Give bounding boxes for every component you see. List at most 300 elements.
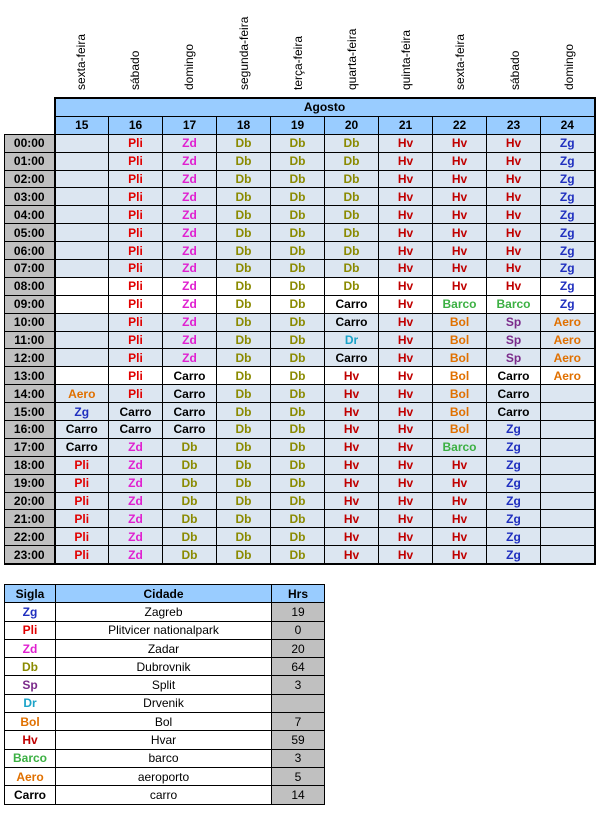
hour-row <box>5 260 595 278</box>
schedule-cell: Db <box>271 438 325 456</box>
schedule-cell: Db <box>217 224 271 242</box>
schedule-cell: Pli <box>55 510 109 528</box>
schedule-cell: Db <box>217 438 271 456</box>
legend-hrs: 20 <box>272 639 325 657</box>
hour-row <box>5 367 595 385</box>
schedule-cell: Bol <box>433 349 487 367</box>
legend-cidade: Hvar <box>56 731 272 749</box>
weekday-label <box>542 0 596 96</box>
schedule-cell: Bol <box>433 421 487 439</box>
legend-sigla: Db <box>5 658 56 676</box>
hour-row <box>5 349 595 367</box>
legend-sigla: Barco <box>5 749 56 767</box>
day-number: 21 <box>379 116 433 134</box>
schedule-cell: Zd <box>109 492 163 510</box>
schedule-cell: Pli <box>109 224 163 242</box>
schedule-cell <box>541 474 595 492</box>
schedule-cell: Db <box>325 224 379 242</box>
schedule-cell: Hv <box>325 546 379 564</box>
legend-header-sigla: Sigla <box>5 585 56 603</box>
schedule-cell: Hv <box>379 421 433 439</box>
schedule-cell: Hv <box>487 188 541 206</box>
schedule-cell: Sp <box>487 349 541 367</box>
schedule-cell: Carro <box>325 349 379 367</box>
legend-hrs: 3 <box>272 676 325 694</box>
schedule-cell: Zd <box>109 546 163 564</box>
legend-cidade: Dubrovnik <box>56 658 272 676</box>
schedule-cell: Db <box>325 170 379 188</box>
schedule-cell: Hv <box>487 206 541 224</box>
weekday-label <box>433 0 487 96</box>
legend-table <box>4 584 325 805</box>
weekday-text: sábado <box>507 50 522 90</box>
schedule-cell: Carro <box>55 438 109 456</box>
legend-cidade: Zadar <box>56 639 272 657</box>
legend-hrs: 19 <box>272 603 325 621</box>
hour-row <box>5 474 595 492</box>
weekday-text: quinta-feira <box>399 29 414 90</box>
schedule-cell: Bol <box>433 313 487 331</box>
schedule-cell: Bol <box>433 331 487 349</box>
legend-sigla: Zg <box>5 603 56 621</box>
hour-label: 06:00 <box>5 242 55 260</box>
hour-label: 20:00 <box>5 492 55 510</box>
legend-cidade: Zagreb <box>56 603 272 621</box>
legend-row <box>5 786 325 804</box>
weekday-label <box>108 0 162 96</box>
schedule-cell: Pli <box>55 528 109 546</box>
schedule-cell: Db <box>163 528 217 546</box>
schedule-cell: Hv <box>433 188 487 206</box>
day-number: 18 <box>217 116 271 134</box>
schedule-cell: Carro <box>109 403 163 421</box>
schedule-cell <box>55 295 109 313</box>
schedule-cell: Zd <box>163 224 217 242</box>
schedule-cell: Db <box>163 456 217 474</box>
schedule-cell: Aero <box>541 349 595 367</box>
hour-row <box>5 224 595 242</box>
weekday-text: sexta-feira <box>74 33 88 90</box>
schedule-cell: Db <box>217 474 271 492</box>
schedule-cell: Pli <box>109 206 163 224</box>
schedule-cell: Zg <box>541 224 595 242</box>
day-number: 15 <box>55 116 109 134</box>
schedule-cell: Db <box>271 385 325 403</box>
schedule-cell: Db <box>325 134 379 152</box>
legend-hrs: 64 <box>272 658 325 676</box>
schedule-cell: Db <box>271 403 325 421</box>
schedule-cell <box>541 510 595 528</box>
weekday-label <box>379 0 433 96</box>
weekday-text: quarta-feira <box>345 28 359 90</box>
hour-label: 07:00 <box>5 260 55 278</box>
hour-row <box>5 456 595 474</box>
schedule-cell <box>541 438 595 456</box>
schedule-cell: Db <box>271 528 325 546</box>
hour-label: 11:00 <box>5 331 55 349</box>
schedule-cell: Db <box>271 152 325 170</box>
legend-row <box>5 676 325 694</box>
hour-row <box>5 528 595 546</box>
schedule-cell: Db <box>271 331 325 349</box>
schedule-cell: Zd <box>109 528 163 546</box>
schedule-cell: Zd <box>163 188 217 206</box>
hour-label: 14:00 <box>5 385 55 403</box>
hour-row <box>5 331 595 349</box>
schedule-cell: Zd <box>109 474 163 492</box>
schedule-cell: Pli <box>109 242 163 260</box>
legend-hrs: 14 <box>272 786 325 804</box>
schedule-cell <box>541 403 595 421</box>
schedule-cell: Zg <box>487 421 541 439</box>
hour-row <box>5 313 595 331</box>
schedule-cell: Db <box>217 385 271 403</box>
schedule-cell: Hv <box>379 313 433 331</box>
schedule-cell <box>541 456 595 474</box>
schedule-cell: Pli <box>109 170 163 188</box>
schedule-cell: Db <box>163 510 217 528</box>
schedule-cell: Hv <box>379 170 433 188</box>
schedule-cell: Db <box>217 403 271 421</box>
schedule-cell <box>55 313 109 331</box>
schedule-cell: Db <box>217 349 271 367</box>
legend-row <box>5 749 325 767</box>
legend-hrs: 7 <box>272 713 325 731</box>
schedule-cell: Pli <box>55 546 109 564</box>
schedule-cell: Zg <box>541 170 595 188</box>
day-number: 16 <box>109 116 163 134</box>
schedule-cell: Hv <box>433 277 487 295</box>
schedule-cell: Db <box>217 188 271 206</box>
schedule-cell: Zd <box>163 349 217 367</box>
hour-label: 22:00 <box>5 528 55 546</box>
schedule-cell: Db <box>217 313 271 331</box>
schedule-cell: Carro <box>163 385 217 403</box>
day-number: 20 <box>325 116 379 134</box>
schedule-cell <box>55 188 109 206</box>
schedule-cell: Db <box>217 295 271 313</box>
schedule-cell: Hv <box>433 260 487 278</box>
schedule-cell: Hv <box>433 510 487 528</box>
schedule-cell: Db <box>325 206 379 224</box>
schedule-cell: Zg <box>541 277 595 295</box>
schedule-cell: Db <box>271 349 325 367</box>
schedule-cell: Db <box>271 295 325 313</box>
schedule-cell: Zg <box>541 152 595 170</box>
legend-row <box>5 603 325 621</box>
schedule-cell: Zd <box>163 260 217 278</box>
legend-cidade: barco <box>56 749 272 767</box>
schedule-cell: Carro <box>109 421 163 439</box>
schedule-cell: Hv <box>433 546 487 564</box>
weekday-label <box>325 0 379 96</box>
schedule-cell: Pli <box>109 260 163 278</box>
schedule-cell: Pli <box>109 367 163 385</box>
hour-row <box>5 385 595 403</box>
hour-row <box>5 206 595 224</box>
schedule-table <box>4 97 596 565</box>
schedule-cell: Hv <box>379 152 433 170</box>
hour-label: 23:00 <box>5 546 55 564</box>
schedule-cell: Carro <box>163 403 217 421</box>
schedule-cell: Hv <box>379 474 433 492</box>
corner-blank <box>5 116 55 134</box>
schedule-cell: Zd <box>163 206 217 224</box>
schedule-cell: Aero <box>541 331 595 349</box>
schedule-cell: Zd <box>163 170 217 188</box>
day-number-row <box>5 116 595 134</box>
schedule-cell: Hv <box>433 242 487 260</box>
schedule-cell: Db <box>217 242 271 260</box>
schedule-cell <box>55 134 109 152</box>
schedule-cell: Zg <box>487 546 541 564</box>
schedule-cell: Zg <box>487 456 541 474</box>
hour-row <box>5 242 595 260</box>
day-number: 17 <box>163 116 217 134</box>
schedule-cell: Zg <box>541 260 595 278</box>
schedule-cell: Hv <box>379 528 433 546</box>
legend-row <box>5 658 325 676</box>
schedule-cell: Zg <box>487 492 541 510</box>
schedule-cell <box>55 367 109 385</box>
schedule-cell: Db <box>217 367 271 385</box>
schedule-cell: Carro <box>325 313 379 331</box>
schedule-cell: Hv <box>487 260 541 278</box>
schedule-cell: Carro <box>487 367 541 385</box>
schedule-cell: Hv <box>433 134 487 152</box>
schedule-cell: Hv <box>487 242 541 260</box>
hour-row <box>5 188 595 206</box>
legend-hrs: 59 <box>272 731 325 749</box>
schedule-cell: Zd <box>109 456 163 474</box>
schedule-cell: Hv <box>379 331 433 349</box>
weekday-text: sábado <box>128 50 143 90</box>
schedule-cell: Db <box>217 528 271 546</box>
legend-sigla: Sp <box>5 676 56 694</box>
schedule-cell: Hv <box>379 242 433 260</box>
schedule-cell <box>55 206 109 224</box>
schedule-cell: Db <box>271 456 325 474</box>
hour-label: 18:00 <box>5 456 55 474</box>
schedule-cell: Zg <box>487 510 541 528</box>
weekday-label <box>217 0 271 96</box>
legend-sigla: Zd <box>5 639 56 657</box>
schedule-cell: Pli <box>109 295 163 313</box>
schedule-cell <box>55 242 109 260</box>
schedule-cell: Bol <box>433 403 487 421</box>
schedule-cell: Pli <box>109 152 163 170</box>
schedule-cell <box>541 385 595 403</box>
schedule-cell: Hv <box>325 367 379 385</box>
schedule-cell: Db <box>163 474 217 492</box>
schedule-cell <box>55 277 109 295</box>
schedule-cell: Hv <box>379 134 433 152</box>
hour-label: 13:00 <box>5 367 55 385</box>
schedule-cell: Db <box>271 474 325 492</box>
schedule-cell <box>55 331 109 349</box>
schedule-cell: Db <box>325 152 379 170</box>
schedule-cell: Aero <box>55 385 109 403</box>
hour-row <box>5 170 595 188</box>
schedule-cell: Hv <box>433 528 487 546</box>
schedule-cell: Hv <box>487 170 541 188</box>
schedule-cell: Hv <box>325 421 379 439</box>
schedule-cell: Db <box>271 170 325 188</box>
weekday-header-row <box>54 0 596 96</box>
schedule-cell: Pli <box>109 385 163 403</box>
legend-row <box>5 694 325 712</box>
schedule-cell: Db <box>217 492 271 510</box>
schedule-cell: Zd <box>163 295 217 313</box>
schedule-cell: Bol <box>433 385 487 403</box>
month-header: Agosto <box>55 98 595 116</box>
schedule-cell <box>541 492 595 510</box>
schedule-cell: Hv <box>433 224 487 242</box>
schedule-cell: Db <box>271 421 325 439</box>
schedule-cell: Zg <box>487 528 541 546</box>
hour-row <box>5 134 595 152</box>
schedule-cell: Carro <box>163 367 217 385</box>
schedule-cell: Hv <box>379 367 433 385</box>
hour-row <box>5 492 595 510</box>
schedule-cell: Db <box>271 242 325 260</box>
hour-label: 15:00 <box>5 403 55 421</box>
schedule-cell: Zg <box>55 403 109 421</box>
schedule-cell: Hv <box>487 152 541 170</box>
schedule-cell: Db <box>271 224 325 242</box>
hour-row <box>5 403 595 421</box>
legend-header-hrs: Hrs <box>272 585 325 603</box>
day-number: 24 <box>541 116 595 134</box>
schedule-cell: Zg <box>541 188 595 206</box>
schedule-cell <box>541 528 595 546</box>
schedule-cell: Zg <box>541 242 595 260</box>
schedule-cell: Hv <box>487 224 541 242</box>
day-number: 22 <box>433 116 487 134</box>
schedule-cell: Db <box>271 134 325 152</box>
schedule-cell <box>541 546 595 564</box>
schedule-cell: Db <box>217 134 271 152</box>
legend-hrs: 0 <box>272 621 325 639</box>
schedule-cell: Zg <box>487 438 541 456</box>
schedule-cell: Hv <box>379 438 433 456</box>
schedule-cell: Hv <box>433 456 487 474</box>
schedule-cell: Hv <box>379 403 433 421</box>
schedule-cell: Db <box>217 152 271 170</box>
schedule-cell <box>55 170 109 188</box>
schedule-cell: Db <box>271 313 325 331</box>
schedule-cell: Pli <box>109 277 163 295</box>
schedule-cell: Carro <box>487 385 541 403</box>
legend-cidade: Split <box>56 676 272 694</box>
schedule-cell <box>55 152 109 170</box>
schedule-cell: Hv <box>379 188 433 206</box>
legend-hrs: 5 <box>272 767 325 785</box>
schedule-cell: Db <box>217 277 271 295</box>
schedule-cell <box>541 421 595 439</box>
schedule-cell: Hv <box>379 277 433 295</box>
schedule-cell: Hv <box>325 456 379 474</box>
hour-row <box>5 546 595 564</box>
schedule-cell: Db <box>271 277 325 295</box>
schedule-cell: Zd <box>109 438 163 456</box>
schedule-cell: Zd <box>163 152 217 170</box>
hour-row <box>5 277 595 295</box>
schedule-cell: Carro <box>163 421 217 439</box>
schedule-cell: Db <box>217 206 271 224</box>
weekday-text: terça-feira <box>290 35 305 90</box>
schedule-cell: Db <box>217 510 271 528</box>
schedule-cell: Hv <box>433 492 487 510</box>
schedule-cell: Db <box>271 206 325 224</box>
schedule-cell: Zg <box>541 295 595 313</box>
schedule-cell: Db <box>325 260 379 278</box>
legend-cidade: Bol <box>56 713 272 731</box>
legend-header-cidade: Cidade <box>56 585 272 603</box>
hour-label: 19:00 <box>5 474 55 492</box>
schedule-cell: Zg <box>541 134 595 152</box>
legend-sigla: Hv <box>5 731 56 749</box>
weekday-label <box>488 0 542 96</box>
weekday-text: segunda-feira <box>236 16 251 90</box>
schedule-cell: Db <box>163 546 217 564</box>
legend-cidade: aeroporto <box>56 767 272 785</box>
schedule-cell: Hv <box>379 385 433 403</box>
schedule-cell: Hv <box>379 492 433 510</box>
schedule-cell: Bol <box>433 367 487 385</box>
legend-row <box>5 767 325 785</box>
schedule-cell: Db <box>325 188 379 206</box>
schedule-cell: Db <box>271 510 325 528</box>
day-number: 23 <box>487 116 541 134</box>
schedule-cell: Db <box>271 546 325 564</box>
schedule-cell: Hv <box>433 206 487 224</box>
schedule-cell: Sp <box>487 313 541 331</box>
hour-row <box>5 510 595 528</box>
schedule-cell: Zd <box>163 331 217 349</box>
weekday-text: domingo <box>182 43 197 90</box>
schedule-cell: Hv <box>379 510 433 528</box>
schedule-cell <box>55 349 109 367</box>
hour-label: 17:00 <box>5 438 55 456</box>
schedule-cell: Hv <box>379 224 433 242</box>
schedule-cell: Hv <box>325 474 379 492</box>
legend-sigla: Dr <box>5 694 56 712</box>
legend-row <box>5 639 325 657</box>
schedule-cell: Db <box>271 188 325 206</box>
schedule-cell: Hv <box>325 438 379 456</box>
legend-cidade: Drvenik <box>56 694 272 712</box>
hour-row <box>5 295 595 313</box>
day-number: 19 <box>271 116 325 134</box>
schedule-cell: Pli <box>55 492 109 510</box>
schedule-cell: Dr <box>325 331 379 349</box>
schedule-cell: Pli <box>55 474 109 492</box>
hour-label: 21:00 <box>5 510 55 528</box>
hour-label: 10:00 <box>5 313 55 331</box>
schedule-cell: Carro <box>487 403 541 421</box>
schedule-cell: Zd <box>109 510 163 528</box>
weekday-text: sexta-feira <box>453 33 468 90</box>
schedule-cell: Pli <box>109 313 163 331</box>
schedule-cell: Zd <box>163 242 217 260</box>
schedule-cell: Hv <box>325 528 379 546</box>
schedule-cell: Barco <box>433 438 487 456</box>
schedule-cell: Hv <box>379 295 433 313</box>
hour-label: 02:00 <box>5 170 55 188</box>
legend-sigla: Carro <box>5 786 56 804</box>
hour-label: 12:00 <box>5 349 55 367</box>
